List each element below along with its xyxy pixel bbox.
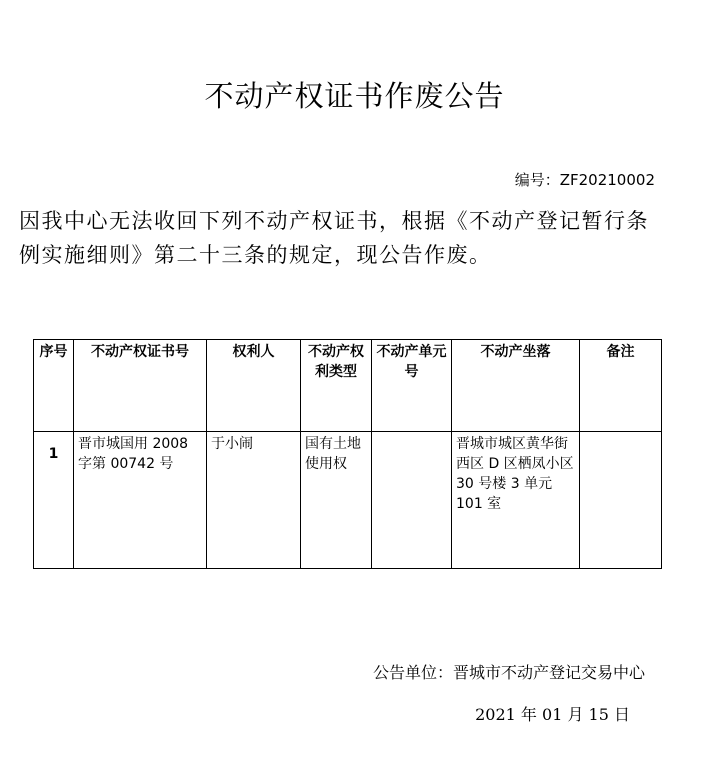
header-right-type: 不动产权利类型 xyxy=(301,340,372,432)
header-holder: 权利人 xyxy=(207,340,301,432)
table-header-row xyxy=(34,340,662,432)
cell-cert-no: 晋市城国用 2008 字第 00742 号 xyxy=(74,432,207,569)
issuing-unit: 公告单位：晋城市不动产登记交易中心 xyxy=(372,663,645,682)
notice-serial-number: 编号：ZF20210002 xyxy=(514,171,655,189)
header-index: 序号 xyxy=(34,340,74,432)
header-remark: 备注 xyxy=(580,340,662,432)
void-certificate-table xyxy=(33,339,662,569)
notice-body: 因我中心无法收回下列不动产权证书，根据《不动产登记暂行条例实施细则》第二十三条的规定，现公告作废。 xyxy=(19,209,649,267)
cell-unit-no xyxy=(372,432,452,569)
table-row xyxy=(34,432,662,569)
cell-holder: 于小闹 xyxy=(207,432,301,569)
cell-location: 晋城市城区黄华街西区 D 区栖凤小区 30 号楼 3 单元 101 室 xyxy=(452,432,580,569)
notice-title: 不动产权证书作废公告 xyxy=(204,79,505,113)
cell-index: 1 xyxy=(34,432,74,569)
notice-date: 2021 年 01 月 15 日 xyxy=(475,705,630,724)
cell-right-type: 国有土地使用权 xyxy=(301,432,372,569)
cell-remark xyxy=(580,432,662,569)
header-location: 不动产坐落 xyxy=(452,340,580,432)
header-cert-no: 不动产权证书号 xyxy=(74,340,207,432)
header-unit-no: 不动产单元号 xyxy=(372,340,452,432)
